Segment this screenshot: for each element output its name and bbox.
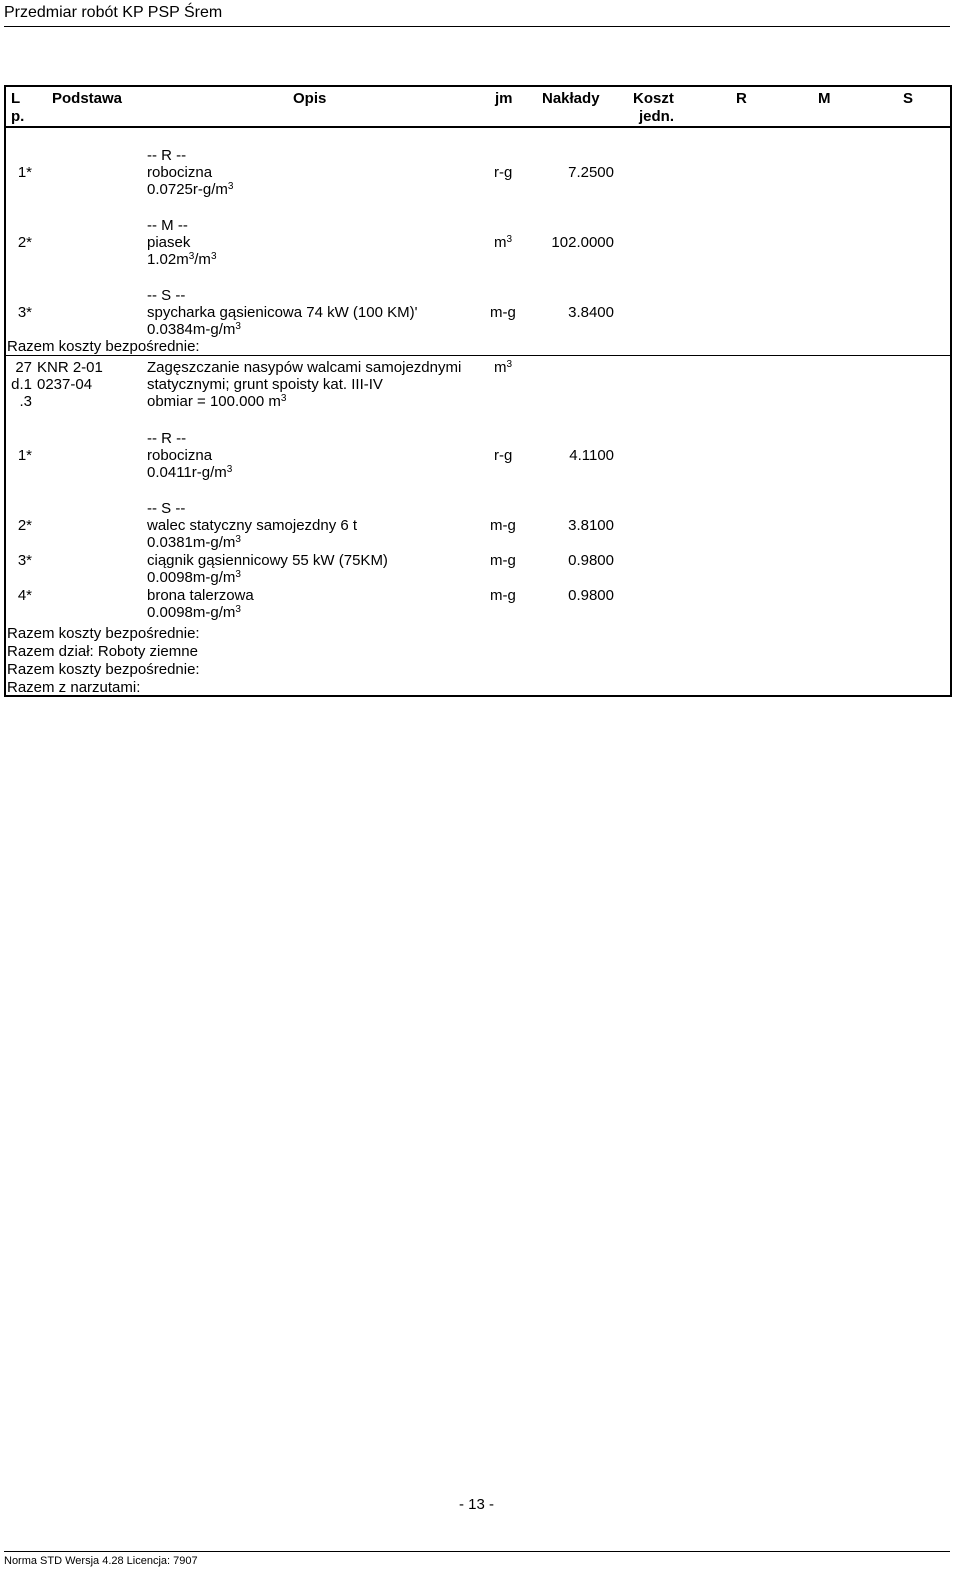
item-norm: $0.0098m-g/m^3$ [147, 604, 241, 621]
item-jm: $m^3$ [494, 234, 513, 251]
item-jm: m-g [490, 587, 516, 604]
item-naklady: 0.9800 [568, 587, 614, 604]
item-naklady: 7.2500 [568, 164, 614, 181]
item-norm: $0.0411r-g/m^3$ [147, 464, 233, 481]
item-name: walec statyczny samojezdny 6 t [147, 517, 358, 534]
position-jm: $m^3$ [494, 359, 513, 376]
document-title: Przedmiar robót KP PSP Śrem [4, 4, 223, 21]
position-podstawa-2: 0237-04 [37, 376, 93, 393]
footer-text: Norma STD Wersja 4.28 Licencja: 7907 [4, 1555, 198, 1567]
col-jm-header: jm [495, 90, 513, 107]
item-naklady: 3.8400 [568, 304, 614, 321]
item-jm: m-g [490, 517, 516, 534]
position-lp-3: .3 [19, 393, 32, 410]
summary-section-total: Razem dział: Roboty ziemne [7, 643, 198, 660]
position-lp-2: d.1 [11, 376, 32, 393]
section-label: -- R -- [147, 147, 187, 164]
col-r-header: R [736, 90, 747, 107]
item-jm: m-g [490, 552, 516, 569]
section-label: -- S -- [147, 287, 186, 304]
item-lp: 2* [17, 234, 32, 251]
item-name: brona talerzowa [147, 587, 254, 604]
section-label: -- R -- [147, 430, 187, 447]
col-m-header: M [818, 90, 831, 107]
summary-with-overheads: Razem z narzutami: [7, 679, 141, 696]
item-name: robocizna [147, 164, 213, 181]
position-lp-1: 27 [15, 359, 32, 376]
position-podstawa-1: KNR 2-01 [37, 359, 103, 376]
col-s-header: S [903, 90, 914, 107]
item-norm: $1.02m^3/m^3$ [147, 251, 217, 268]
col-podstawa-header: Podstawa [52, 90, 123, 107]
summary-direct-costs: Razem koszty bezpośrednie: [7, 338, 200, 355]
item-norm: $0.0725r-g/m^3$ [147, 181, 234, 198]
section-label: -- M -- [147, 217, 188, 234]
footer-rule [4, 1551, 950, 1552]
item-lp: 1* [17, 164, 32, 181]
col-koszt-header-2: jedn. [639, 108, 675, 125]
item-lp: 2* [17, 517, 32, 534]
col-koszt-header-1: Koszt [633, 90, 674, 107]
table-right-border [950, 85, 952, 697]
summary-direct-costs-total: Razem koszty bezpośrednie: [7, 661, 200, 678]
item-lp: 3* [17, 304, 32, 321]
section-label: -- S -- [147, 500, 186, 517]
item-naklady: 0.9800 [568, 552, 614, 569]
col-naklady-header: Nakłady [542, 90, 600, 107]
item-jm: m-g [490, 304, 516, 321]
item-norm: $0.0384m-g/m^3$ [147, 321, 241, 338]
col-lp-header-1: L [11, 90, 21, 107]
col-lp-header-2: p. [11, 108, 25, 125]
page-number: - 13 - [459, 1496, 495, 1513]
item-jm: r-g [494, 447, 513, 464]
table-header-bottom-border [4, 126, 952, 128]
item-naklady: 4.1100 [569, 447, 614, 464]
item-jm: r-g [494, 164, 513, 181]
summary-direct-costs: Razem koszty bezpośrednie: [7, 625, 200, 642]
item-naklady: 102.0000 [551, 234, 614, 251]
position-description-1: Zagęszczanie nasypów walcami samojezdnymi [147, 359, 462, 376]
position-quantity: obmiar = 100.000 $m^3$ [147, 393, 287, 410]
item-norm: $0.0098m-g/m^3$ [147, 569, 241, 586]
position-description-2: statycznymi; grunt spoisty kat. III-IV [147, 376, 383, 393]
item-naklady: 3.8100 [568, 517, 614, 534]
col-opis-header: Opis [293, 90, 327, 107]
item-name: ciągnik gąsiennicowy 55 kW (75KM) [147, 552, 388, 569]
table-bottom-border [4, 695, 952, 697]
header-rule [4, 26, 950, 27]
item-name: piasek [147, 234, 191, 251]
table-top-border [4, 85, 952, 87]
item-name: spycharka gąsienicowa 74 kW (100 KM)' [147, 304, 418, 321]
item-name: robocizna [147, 447, 213, 464]
item-norm: $0.0381m-g/m^3$ [147, 534, 241, 551]
item-lp: 3* [17, 552, 32, 569]
summary-rule [4, 355, 950, 356]
item-lp: 4* [17, 587, 32, 604]
item-lp: 1* [17, 447, 32, 464]
